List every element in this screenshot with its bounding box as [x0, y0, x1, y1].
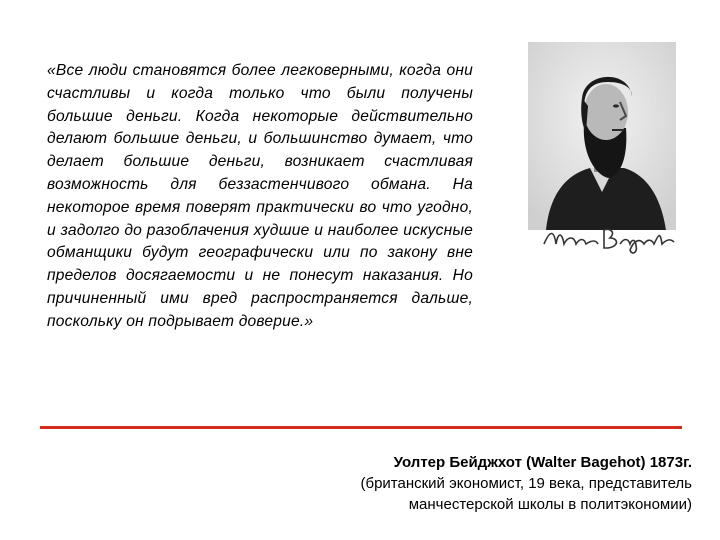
- caption-block: [262, 452, 692, 515]
- author-description: (британский экономист, 19 века, представитель манчестерской школы в политэкономии): [360, 475, 692, 513]
- quote-text: «Все люди становятся более легковерными, когда они счастливы и когда только что были получены большие деньги. Когда некоторые действительно делают большие деньги, и большинство думает, что делает большие деньги, возникает счастливая возможность для беззастенчивого обмана. На некоторое время поверят практически во что угодно, и задолго до разоблачения худшие и наиболее искусные обманщики будут географически или по закону вне пределов досягаемости и не понесут наказания. Но причиненный ими вред распространяется дальше, поскольку он подрывает доверие.»: [47, 62, 473, 330]
- signature-drawing: [540, 222, 680, 258]
- author-portrait: [528, 42, 676, 230]
- author-name: Уолтер Бейджхот (Walter Bagehot) 1873г.: [393, 454, 692, 471]
- signature-image: [540, 222, 680, 258]
- red-divider: [40, 426, 682, 429]
- portrait-drawing: [528, 42, 676, 230]
